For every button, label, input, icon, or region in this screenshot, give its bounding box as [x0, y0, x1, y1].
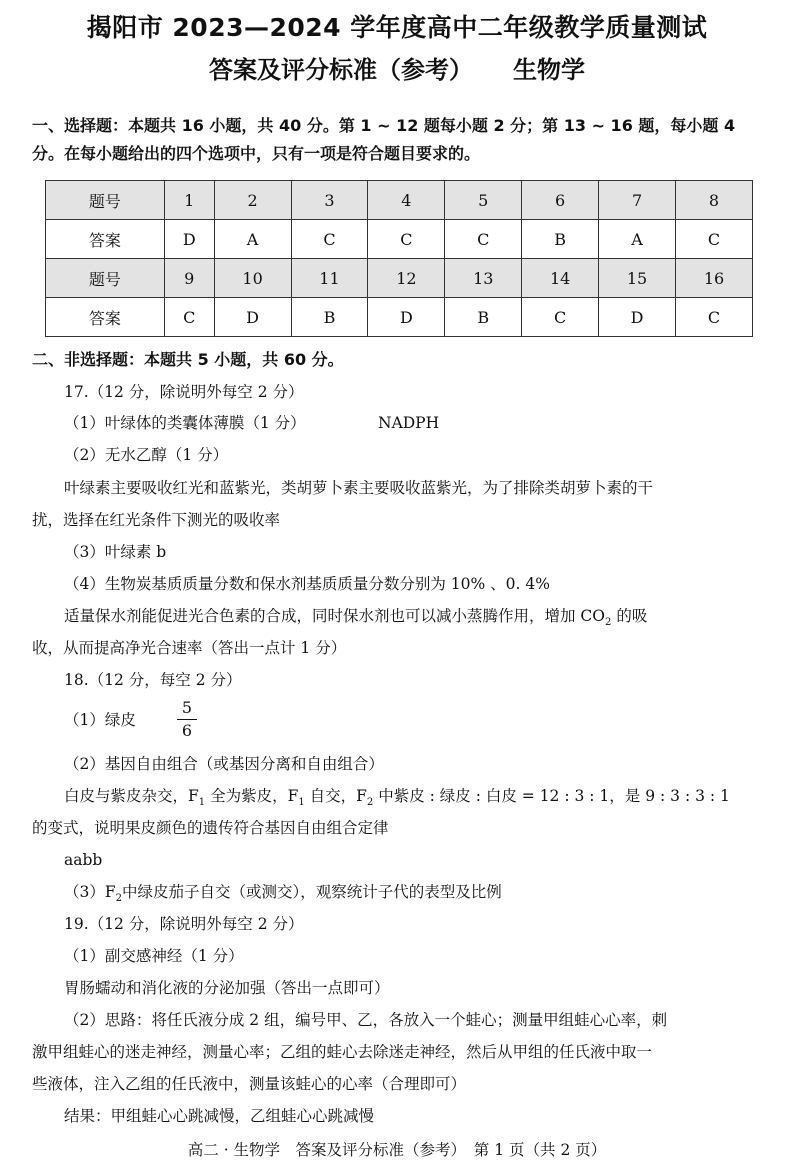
q17-answer-3: （3）叶绿素 b: [64, 543, 167, 561]
q17-explain-4-line1: [64, 604, 647, 635]
subtitle-answer-key: 答案及评分标准（参考）: [209, 56, 473, 84]
q17-explain-4-text-b: 的吸: [616, 607, 648, 625]
q17-explain-line1: 叶绿素主要吸收红光和蓝紫光，类胡萝卜素主要吸收蓝紫光，为了排除类胡萝卜素的干: [64, 479, 654, 497]
q17-answer-2: （2）无水乙醇（1 分）: [64, 446, 229, 464]
table-cell: 8: [675, 181, 752, 220]
table-cell: C: [675, 298, 752, 337]
table-cell: 4: [368, 181, 445, 220]
q18-explain-c: 自交，F: [304, 787, 367, 805]
table-cell: 10: [214, 259, 291, 298]
section1-heading-line1: 一、选择题：本题共 16 小题，共 40 分。第 1 ~ 12 题每小题 2 分；第 13 ~ 16 题，每小题 4: [32, 116, 736, 135]
q18-answer-1: （1）绿皮: [64, 711, 136, 729]
table-cell: 6: [522, 181, 599, 220]
q17-explain-4-line2: 收，从而提高净光合速率（答出一点计 1 分）: [32, 639, 347, 657]
table-cell: 11: [291, 259, 368, 298]
table-cell: 13: [445, 259, 522, 298]
q19-result: 结果：甲组蛙心心跳减慢，乙组蛙心心跳减慢: [64, 1107, 375, 1125]
q18-answer-3-b: 中绿皮茄子自交（或测交），观察统计子代的表型及比例: [122, 883, 502, 901]
table-row: [46, 181, 753, 220]
table-cell: 9: [164, 259, 214, 298]
table-cell: 2: [214, 181, 291, 220]
page-subtitle: [0, 50, 794, 85]
co2-subscript: 2: [605, 617, 612, 629]
table-cell: C: [522, 298, 599, 337]
table-cell: B: [291, 298, 368, 337]
q18-explain-d: 中紫皮 : 绿皮 : 白皮 = 12 : 3 : 1，是 9 : 3 : 3 : 1: [373, 787, 730, 805]
q18-explain-a: 白皮与紫皮杂交，F: [64, 787, 199, 805]
table-cell: D: [599, 298, 676, 337]
f1-subscript-b: 1: [298, 797, 305, 809]
table-row-label: 答案: [46, 298, 165, 337]
q19-header: 19.（12 分，除说明外每空 2 分）: [64, 915, 304, 933]
fraction-five-sixths: [177, 698, 197, 741]
table-row: [46, 259, 753, 298]
table-cell: D: [368, 298, 445, 337]
table-cell: B: [522, 220, 599, 259]
fraction-denominator: 6: [181, 721, 193, 740]
q17-answer-1b: NADPH: [378, 414, 440, 432]
q17-answer-1: （1）叶绿体的类囊体薄膜（1 分）: [64, 414, 306, 432]
table-cell: D: [164, 220, 214, 259]
table-row: [46, 298, 753, 337]
section2-heading: 二、非选择题：本题共 5 小题，共 60 分。: [32, 350, 344, 369]
page-footer: 高二 · 生物学 答案及评分标准（参考） 第 1 页（共 2 页）: [187, 1141, 607, 1159]
q18-answer-3: [64, 880, 502, 911]
table-cell: C: [164, 298, 214, 337]
q18-genotype: aabb: [64, 851, 103, 869]
q17-explain-4-text-a: 适量保水剂能促进光合色素的合成，同时保水剂也可以减小蒸腾作用，增加 CO: [64, 607, 605, 625]
table-cell: 1: [164, 181, 214, 220]
table-cell: 3: [291, 181, 368, 220]
table-row-label: 题号: [46, 181, 165, 220]
q19-answer-2-line1: （2）思路：将任氏液分成 2 组，编号甲、乙，各放入一个蛙心；测量甲组蛙心心率，刺: [64, 1011, 668, 1029]
table-cell: 16: [675, 259, 752, 298]
section1-heading-line2: 分。在每小题给出的四个选项中，只有一项是符合题目要求的。: [32, 144, 481, 163]
q19-answer-1: （1）副交感神经（1 分）: [64, 947, 244, 965]
fraction-numerator: 5: [181, 698, 193, 717]
table-cell: 15: [599, 259, 676, 298]
table-cell: C: [445, 220, 522, 259]
table-row-label: 题号: [46, 259, 165, 298]
q18-header: 18.（12 分，每空 2 分）: [64, 671, 242, 689]
answer-table: [45, 180, 753, 337]
q18-explain-b: 全为紫皮，F: [205, 787, 299, 805]
table-cell: 14: [522, 259, 599, 298]
table-cell: 7: [599, 181, 676, 220]
subtitle-subject: 生物学: [513, 56, 585, 84]
f2-subscript: 2: [366, 797, 374, 809]
f1-subscript-a: 1: [198, 797, 206, 809]
table-cell: A: [214, 220, 291, 259]
table-row: [46, 220, 753, 259]
table-cell: A: [599, 220, 676, 259]
table-cell: 12: [368, 259, 445, 298]
q19-answer-1b: 胃肠蠕动和消化液的分泌加强（答出一点即可）: [64, 979, 390, 997]
table-cell: B: [445, 298, 522, 337]
q18-answer-3-a: （3）F: [64, 883, 116, 901]
table-cell: D: [214, 298, 291, 337]
q17-explain-line2: 扰，选择在红光条件下测光的吸收率: [32, 511, 281, 529]
q19-answer-2-line2: 激甲组蛙心的迷走神经，测量心率；乙组的蛙心去除迷走神经，然后从甲组的任氏液中取一: [32, 1043, 653, 1061]
table-cell: C: [291, 220, 368, 259]
q17-header: 17.（12 分，除说明外每空 2 分）: [64, 383, 304, 401]
q18-explain-line1: [64, 784, 730, 815]
section1-heading: [32, 112, 772, 168]
page-title: 揭阳市 2023—2024 学年度高中二年级教学质量测试: [86, 13, 708, 42]
table-cell: 5: [445, 181, 522, 220]
table-row-label: 答案: [46, 220, 165, 259]
q18-answer-2: （2）基因自由组合（或基因分离和自由组合）: [64, 755, 384, 773]
table-cell: C: [675, 220, 752, 259]
q17-answer-4: （4）生物炭基质质量分数和保水剂基质质量分数分别为 10% 、0. 4%: [64, 575, 550, 593]
q19-answer-2-line3: 些液体，注入乙组的任氏液中，测量该蛙心的心率（合理即可）: [32, 1075, 467, 1093]
f2-subscript-b: 2: [115, 893, 122, 905]
q18-explain-line2: 的变式，说明果皮颜色的遗传符合基因自由组合定律: [32, 819, 389, 837]
table-cell: C: [368, 220, 445, 259]
